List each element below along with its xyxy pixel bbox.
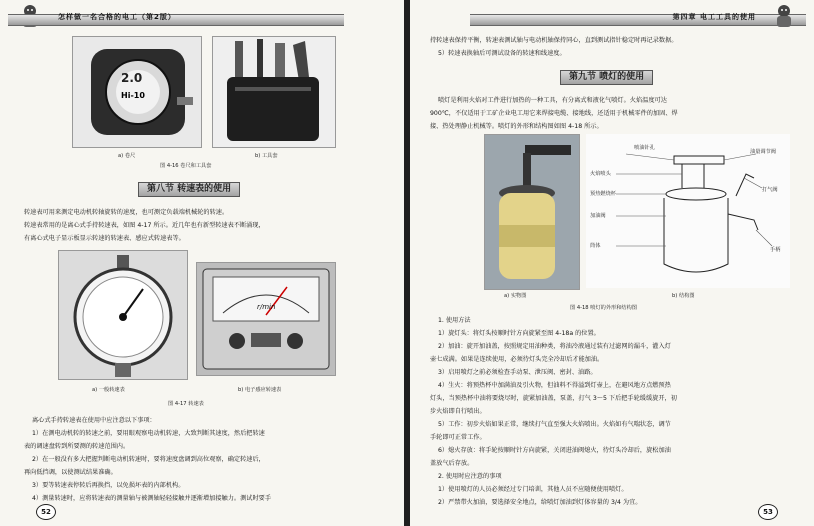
body-line: 3）要等转速表停转后再换挡，以免损坏表的内部机构。 xyxy=(32,482,185,489)
blowtorch-photo xyxy=(484,134,580,290)
body-line: 4）测量转速时，应将转速表的测量轴与被测轴轻轻接触并逐渐增加接触力。测试时要手 xyxy=(32,495,272,502)
diagram-label: 喷油针孔 xyxy=(634,145,655,151)
body-line: 盖放气后存放。 xyxy=(430,460,474,467)
fig-4-16-sub-a: a) 卷尺 xyxy=(118,153,136,159)
body-line: 1）在测电动机转的转速之前，要用眼观察电动机转速，大致判断其速度，然后把转速 xyxy=(32,430,265,437)
body-line: 步火焰即自行喷出。 xyxy=(430,408,486,415)
body-line: 2）严禁带火加油，要选择安全地点，给喷灯加油到灯体容量的 3/4 为宜。 xyxy=(438,499,642,506)
fig-4-18-sub-a: a) 实物图 xyxy=(504,293,527,299)
blowtorch-structure-diagram xyxy=(586,134,790,288)
diagram-label: 手柄 xyxy=(770,247,781,253)
fig-4-18-caption: 图 4-18 喷灯的外形和结构图 xyxy=(570,305,637,311)
body-line: 1）使用喷灯的人员必须经过专门培训，其他人员不应随便使用喷灯。 xyxy=(438,486,628,493)
body-line: 3）启用喷灯之前必须检查手动泵、泄压阀、密封、油路。 xyxy=(438,369,597,376)
mechanical-tachometer-photo xyxy=(58,250,188,380)
left-page xyxy=(0,0,404,526)
body-line: 1）旋灯头：将灯头按顺时针方向旋紧至图 4-18a 的位置。 xyxy=(438,330,600,337)
body-line: 5）工作：初步火焰如果正常，继续打气直至强大火焰喷出。火焰如有气喘状态，调节 xyxy=(438,421,671,428)
body-line: 6）熄火存放：将手轮按顺时针方向旋紧，关闭进油阀熄火，待灯头冷却后，旋松加油 xyxy=(438,447,671,454)
body-line: 4）生火：将预热杯中加满油及引火物，但油料不得溢到灯壶上，在避风地方点燃预热 xyxy=(438,382,671,389)
tape-measure-photo xyxy=(72,36,202,148)
page-number: 53 xyxy=(758,504,778,520)
diagram-label: 火焰喷头 xyxy=(590,171,611,177)
mascot-icon xyxy=(770,3,798,29)
electronic-tachometer-photo xyxy=(196,262,336,376)
section-heading: 第九节 喷灯的使用 xyxy=(560,70,653,85)
page-number: 52 xyxy=(36,504,56,520)
tape-size-label: 2.0 xyxy=(121,71,143,85)
intro-line: 转速表可用来测定电动机转轴旋转的速度，也可测定负载端机械轮的转速。 xyxy=(24,209,229,216)
body-line: 表的调速盘转到所要测的转速范围内。 xyxy=(24,443,130,450)
body-line: 离心式手持转速表在使用中应注意以下事项： xyxy=(32,417,156,424)
intro-line: 喷灯是利用火焰对工件进行加热的一种工具，有分离式和液化气喷灯。火焰温度可达 xyxy=(438,97,667,104)
body-line: 手轮即可正常工作。 xyxy=(430,434,486,441)
diagram-label: 打气阀 xyxy=(762,187,778,193)
body-line: 5）转速表换轴后可测试设备的转速和线速度。 xyxy=(438,50,566,57)
diagram-label: 油量调节阀 xyxy=(750,149,776,155)
body-line: 再向低挡调，以使测试结果准确。 xyxy=(24,469,117,476)
fig-4-16-sub-b: b) 工具套 xyxy=(255,153,278,159)
header-title: 第四章 电工工具的使用 xyxy=(672,13,756,21)
body-line: 1. 使用方法 xyxy=(438,317,471,324)
body-line: 持转速表保持平衡，转速表测试轴与电动机轴保持同心，直到测试指针稳定时再记录数据。 xyxy=(430,37,678,44)
fig-4-17-sub-b: b) 电子感应转速表 xyxy=(238,387,282,393)
tool-pouch-photo xyxy=(212,36,336,148)
meter-unit-label: r/min xyxy=(257,303,276,311)
body-line: 壶七成满。如果是连续使用，必须待灯头完全冷却后才能加油。 xyxy=(430,356,604,363)
fig-4-17-sub-a: a) 一般转速表 xyxy=(92,387,125,393)
left-page-header xyxy=(0,0,404,30)
right-page-header xyxy=(410,0,814,30)
diagram-label: 筒体 xyxy=(590,243,601,249)
fig-4-17-caption: 图 4-17 转速表 xyxy=(168,401,204,407)
header-title: 怎样做一名合格的电工（第2版） xyxy=(58,13,176,21)
body-line: 2）在一般没有多大把握判断电动机转速时，要将速度盘调到高位观察，确定转速后， xyxy=(32,456,265,463)
intro-line: 900℃，不仅适用于工矿企业电工用它来焊接电缆、接地线，还适用于机械零件的加固、焊 xyxy=(430,110,678,117)
tape-brand-label: Hi-10 xyxy=(121,91,145,100)
fig-4-18-sub-b: b) 结构图 xyxy=(672,293,695,299)
section-heading: 第八节 转速表的使用 xyxy=(138,182,240,197)
meter-illustration xyxy=(197,263,335,375)
tool-pouch-illustration xyxy=(213,37,335,147)
body-line: 2. 使用时应注意的事项 xyxy=(438,473,502,480)
right-page xyxy=(410,0,814,526)
diagram-label: 加油阀 xyxy=(590,213,606,219)
blowtorch-diagram xyxy=(586,134,790,288)
intro-line: 接、热处理静止机械等。喷灯的外形和结构图如图 4-18 所示。 xyxy=(430,123,603,130)
fig-4-16-caption: 图 4-16 卷尺和工具套 xyxy=(160,163,212,169)
body-line: 2）加油：旋开加油盖，按照规定用油种类，将油冷液通过装有过滤网的漏斗，灌入灯 xyxy=(438,343,671,350)
tachometer-dial-illustration xyxy=(59,251,187,379)
intro-line: 转速表常用的是离心式手持转速表，如图 4-17 所示。近几年也有新型转速表不断涌现， xyxy=(24,222,265,229)
intro-line: 有离心式电子显示板显示转速的转速表、感应式转速表等。 xyxy=(24,235,185,242)
diagram-label: 预热燃烧杯 xyxy=(590,191,616,197)
body-line: 灯头，当预热杯中油将要烧尽时，旋紧加油盖，泵盖，打气 3～5 下后把手轮缓缓旋开，初 xyxy=(430,395,677,402)
blowtorch-photo-illustration xyxy=(485,135,579,289)
